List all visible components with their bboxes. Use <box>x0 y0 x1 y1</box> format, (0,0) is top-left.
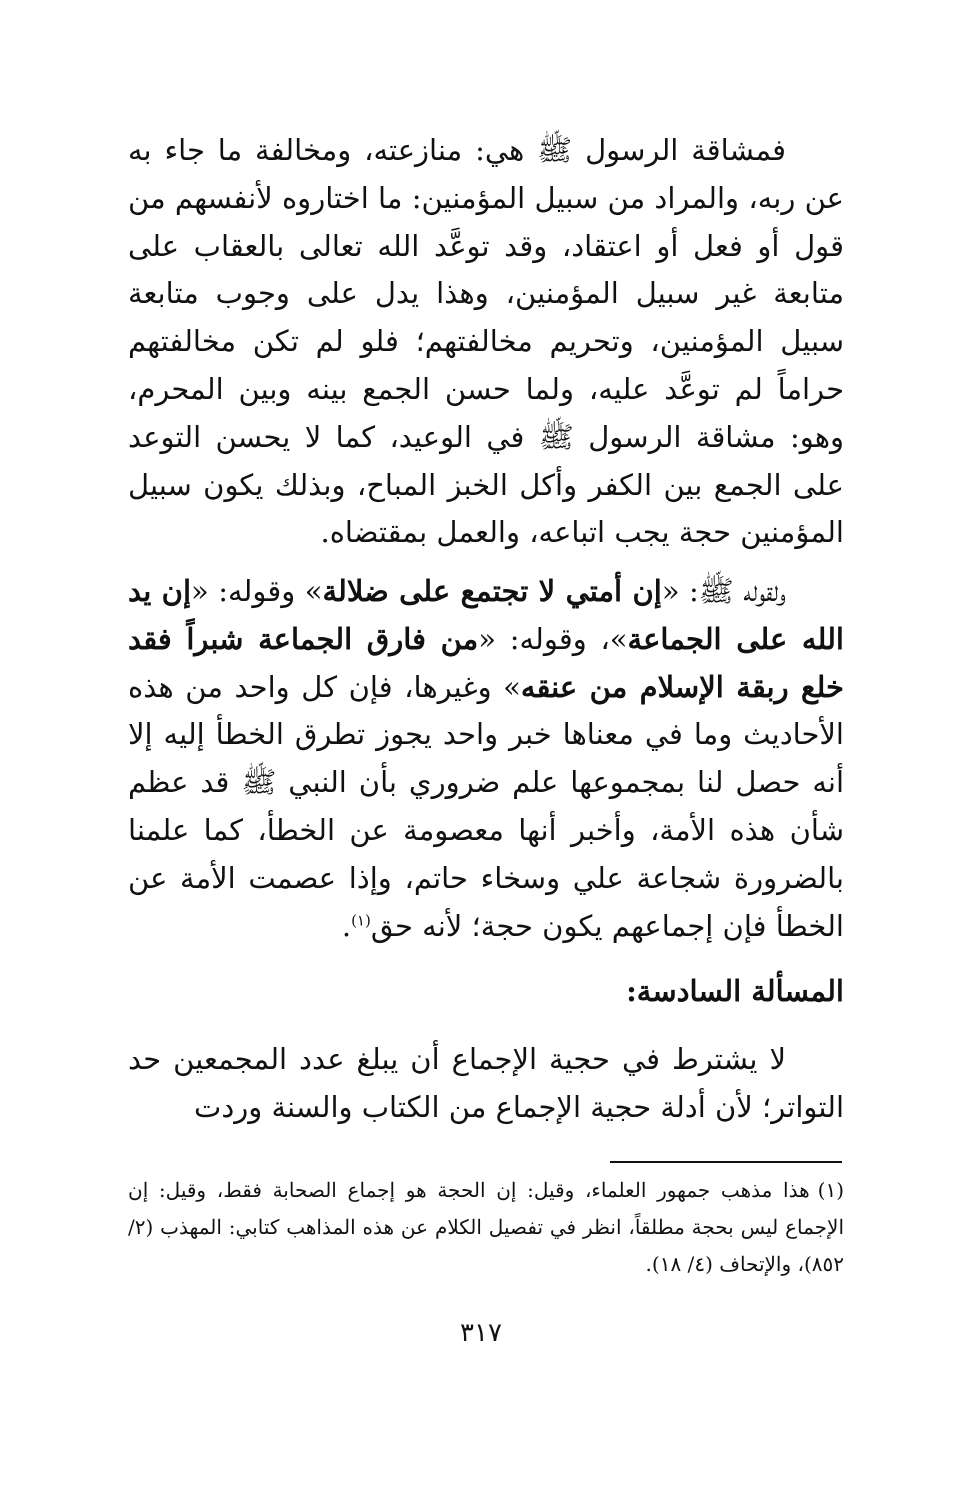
footnotes <box>128 1172 844 1283</box>
page-number: ٣١٧ <box>460 1318 502 1348</box>
paragraph-2-segment: » وغيرها، فإن كل واحد من هذه الأحاديث وما في معناها خبر واحد يجوز تطرق الخطأ إليه إلا أنه حصل لنا بمجموعها علم ضروري بأن النبي ﷺ قد عظم شأن هذه الأمة، وأخبر أنها معصومة عن الخطأ، كما علمنا بالضرورة شجاعة علي وسخاء حاتم، وإذا عصمت الأمة عن الخطأ فإن إجماعهم يكون حجة؛ لأنه حق <box>128 669 844 943</box>
hadith-quote-1: إن أمتي لا تجتمع على ضلالة <box>322 574 662 608</box>
paragraph-1-segment: فمشاقة الرسول ﷺ هي: منازعته، ومخالفة ما جاء به عن ربه، والمراد من سبيل المؤمنين: ما اختاروه لأنفسهم من قول أو فعل أو اعتقاد، وقد توعَّد الله تعالى بالعقاب على متابعة غير سبيل المؤمنين، وهذا يدل على وجوب متابعة سبيل المؤمنين، وتحريم مخالفتهم؛ فلو لم تكن مخالفتهم حراماً لم توعَّد عليه، ولما حسن الجمع بينه وبين المحرم، وهو: مشاقة الرسول ﷺ في الوعيد، كما لا يحسن التوعد على الجمع بين الكفر وأكل الخبز المباح، وبذلك يكون سبيل المؤمنين حجة يجب اتباعه، والعمل بمقتضاه. <box>128 133 844 550</box>
paragraph-1-text <box>128 127 844 557</box>
paragraph-3-text: لا يشترط في حجية الإجماع أن يبلغ عدد المجمعين حد التواتر؛ لأن أدلة حجية الإجماع من الكتاب والسنة وردت <box>128 1042 844 1124</box>
paragraph-2-end: . <box>341 908 352 943</box>
paragraph-2 <box>128 568 844 950</box>
footnote-text: هذا مذهب جمهور العلماء، وقيل: إن الحجة هو إجماع الصحابة فقط، وقيل: إن الإجماع ليس بحجة مطلقاً، انظر في تفصيل الكلام عن هذه المذاهب كتابي: المهذب (٢/ ٨٥٢)، والإتحاف (٤/ ١٨). <box>128 1178 844 1276</box>
paragraph-2-segment: » وقوله: « <box>191 574 323 608</box>
paragraph-3 <box>128 1036 844 1132</box>
section-heading: المسألة السادسة: <box>626 974 844 1008</box>
paragraph-1 <box>128 127 844 557</box>
hadith-quote-2: إن يد الله على الجماعة <box>128 574 844 656</box>
paragraph-2-segment: »، وقوله: « <box>478 621 628 656</box>
footnote-number: (١) <box>817 1178 844 1202</box>
footnote-item <box>128 1172 844 1283</box>
paragraph-2-text <box>128 568 844 950</box>
footnote-divider <box>610 1161 842 1163</box>
hadith-quote-3: من فارق الجماعة شبراً فقد خلع ربقة الإسلام من عنقه <box>128 621 844 704</box>
paragraph-2-segment: ولقوله ﷺ: « <box>661 574 786 608</box>
footnote-reference[interactable]: (١) <box>351 910 371 929</box>
